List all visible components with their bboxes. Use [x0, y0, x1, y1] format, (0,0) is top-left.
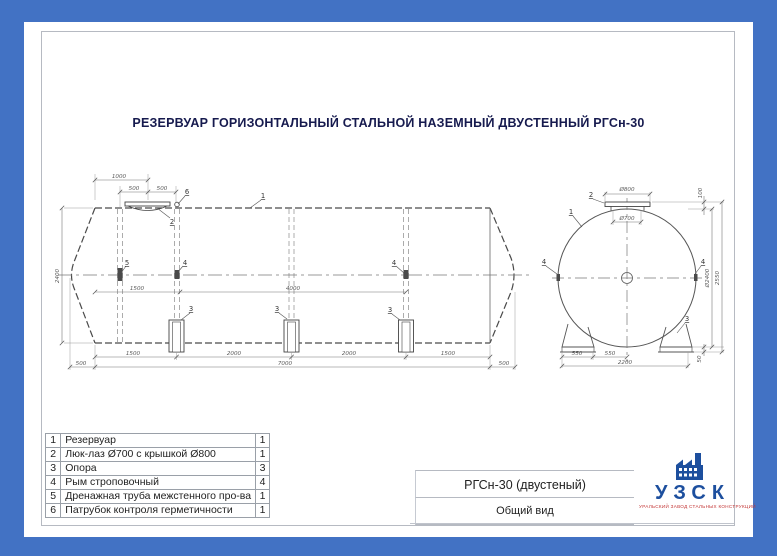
callout-leaders-side: [121, 196, 404, 320]
part-num: 1: [46, 434, 61, 448]
logo-tagline: УРАЛЬСКИЙ ЗАВОД СТАЛЬНЫХ КОНСТРУКЦИЙ: [639, 504, 756, 509]
callout-3b: 3: [274, 305, 280, 313]
dim-7000: 7000: [277, 361, 293, 367]
dim-500-left: 500: [128, 186, 140, 192]
table-row: [46, 448, 270, 462]
dim-chain-1500b: 1500: [440, 351, 456, 357]
part-qty: 1: [256, 490, 270, 504]
dim-d700: Ø700: [619, 216, 635, 222]
table-row: [46, 434, 270, 448]
callout-2-end: 2: [588, 191, 594, 199]
dim-2550: 2550: [715, 270, 721, 286]
company-logo: [639, 452, 756, 509]
dim-50: 50: [697, 355, 703, 363]
extension-lines-end: [562, 192, 724, 368]
dim-chain-2000a: 2000: [226, 351, 242, 357]
part-name: Патрубок контроля герметичности: [61, 504, 256, 518]
part-num: 5: [46, 490, 61, 504]
table-row: [46, 504, 270, 518]
callout-1: 1: [260, 192, 266, 200]
part-num: 6: [46, 504, 61, 518]
callout-4b: 4: [391, 259, 397, 267]
dim-550b: 550: [604, 351, 616, 357]
dim-1000: 1000: [111, 174, 127, 180]
dim-chain-2000b: 2000: [341, 351, 357, 357]
title-block-model: РГСн-30 (двустеный): [415, 470, 634, 498]
factory-icon: [673, 452, 707, 482]
dim-overhang-left: 500: [75, 361, 87, 367]
title-block-view: Общий вид: [415, 497, 634, 525]
callout-3a: 3: [188, 305, 194, 313]
dim-550a: 550: [571, 351, 583, 357]
part-qty: 1: [256, 504, 270, 518]
part-name: Люк-лаз Ø700 с крышкой Ø800: [61, 448, 256, 462]
parts-table: [45, 433, 270, 518]
callout-2: 2: [169, 218, 175, 226]
dim-mid-4000: 4000: [285, 286, 301, 292]
dim-2200: 2200: [617, 360, 633, 366]
table-row: [46, 462, 270, 476]
callout-6: 6: [184, 188, 190, 196]
part-qty: 3: [256, 462, 270, 476]
dim-500-right: 500: [156, 186, 168, 192]
manhole-side: [125, 202, 170, 211]
callout-4-left: 4: [541, 258, 547, 266]
callout-3c: 3: [387, 306, 393, 314]
end-centerlines: [552, 198, 706, 362]
dimension-ticks-end: [560, 192, 724, 368]
logo-abbr: УЗСК: [654, 482, 731, 504]
part-num: 3: [46, 462, 61, 476]
callout-4-right: 4: [700, 258, 706, 266]
dim-d800: Ø800: [619, 187, 635, 193]
callout-1-end: 1: [568, 208, 574, 216]
table-row: [46, 476, 270, 490]
callout-4a: 4: [182, 259, 188, 267]
part-num: 4: [46, 476, 61, 490]
internal-pipes: [118, 209, 409, 342]
part-name: Резервуар: [61, 434, 256, 448]
callout-5: 5: [124, 259, 130, 267]
side-view: [55, 174, 530, 370]
table-row: [46, 490, 270, 504]
dim-2400: 2400: [55, 268, 61, 284]
part-name: Рым строповочный: [61, 476, 256, 490]
dimension-lines-end: [562, 194, 722, 366]
part-num: 2: [46, 448, 61, 462]
part-qty: 1: [256, 434, 270, 448]
title-block-bottom-line: [410, 523, 734, 524]
document-title: РЕЗЕРВУАР ГОРИЗОНТАЛЬНЫЙ СТАЛЬНОЙ НАЗЕМНЫЙ ДВУСТЕННЫЙ РГСн-30: [132, 116, 645, 130]
callout-3-end: 3: [684, 315, 690, 323]
end-view: [542, 186, 724, 368]
rym-and-drain-marks: [118, 268, 409, 281]
dim-mid-1500: 1500: [129, 286, 145, 292]
part-name: Дренажная труба межстенного про-ва: [61, 490, 256, 504]
part-qty: 4: [256, 476, 270, 490]
dim-chain-1500a: 1500: [125, 351, 141, 357]
part-qty: 1: [256, 448, 270, 462]
dim-d2400: Ø2400: [705, 268, 711, 288]
dim-overhang-right: 500: [498, 361, 510, 367]
supports-side: [169, 320, 414, 352]
part-name: Опора: [61, 462, 256, 476]
dim-100: 100: [698, 187, 704, 199]
